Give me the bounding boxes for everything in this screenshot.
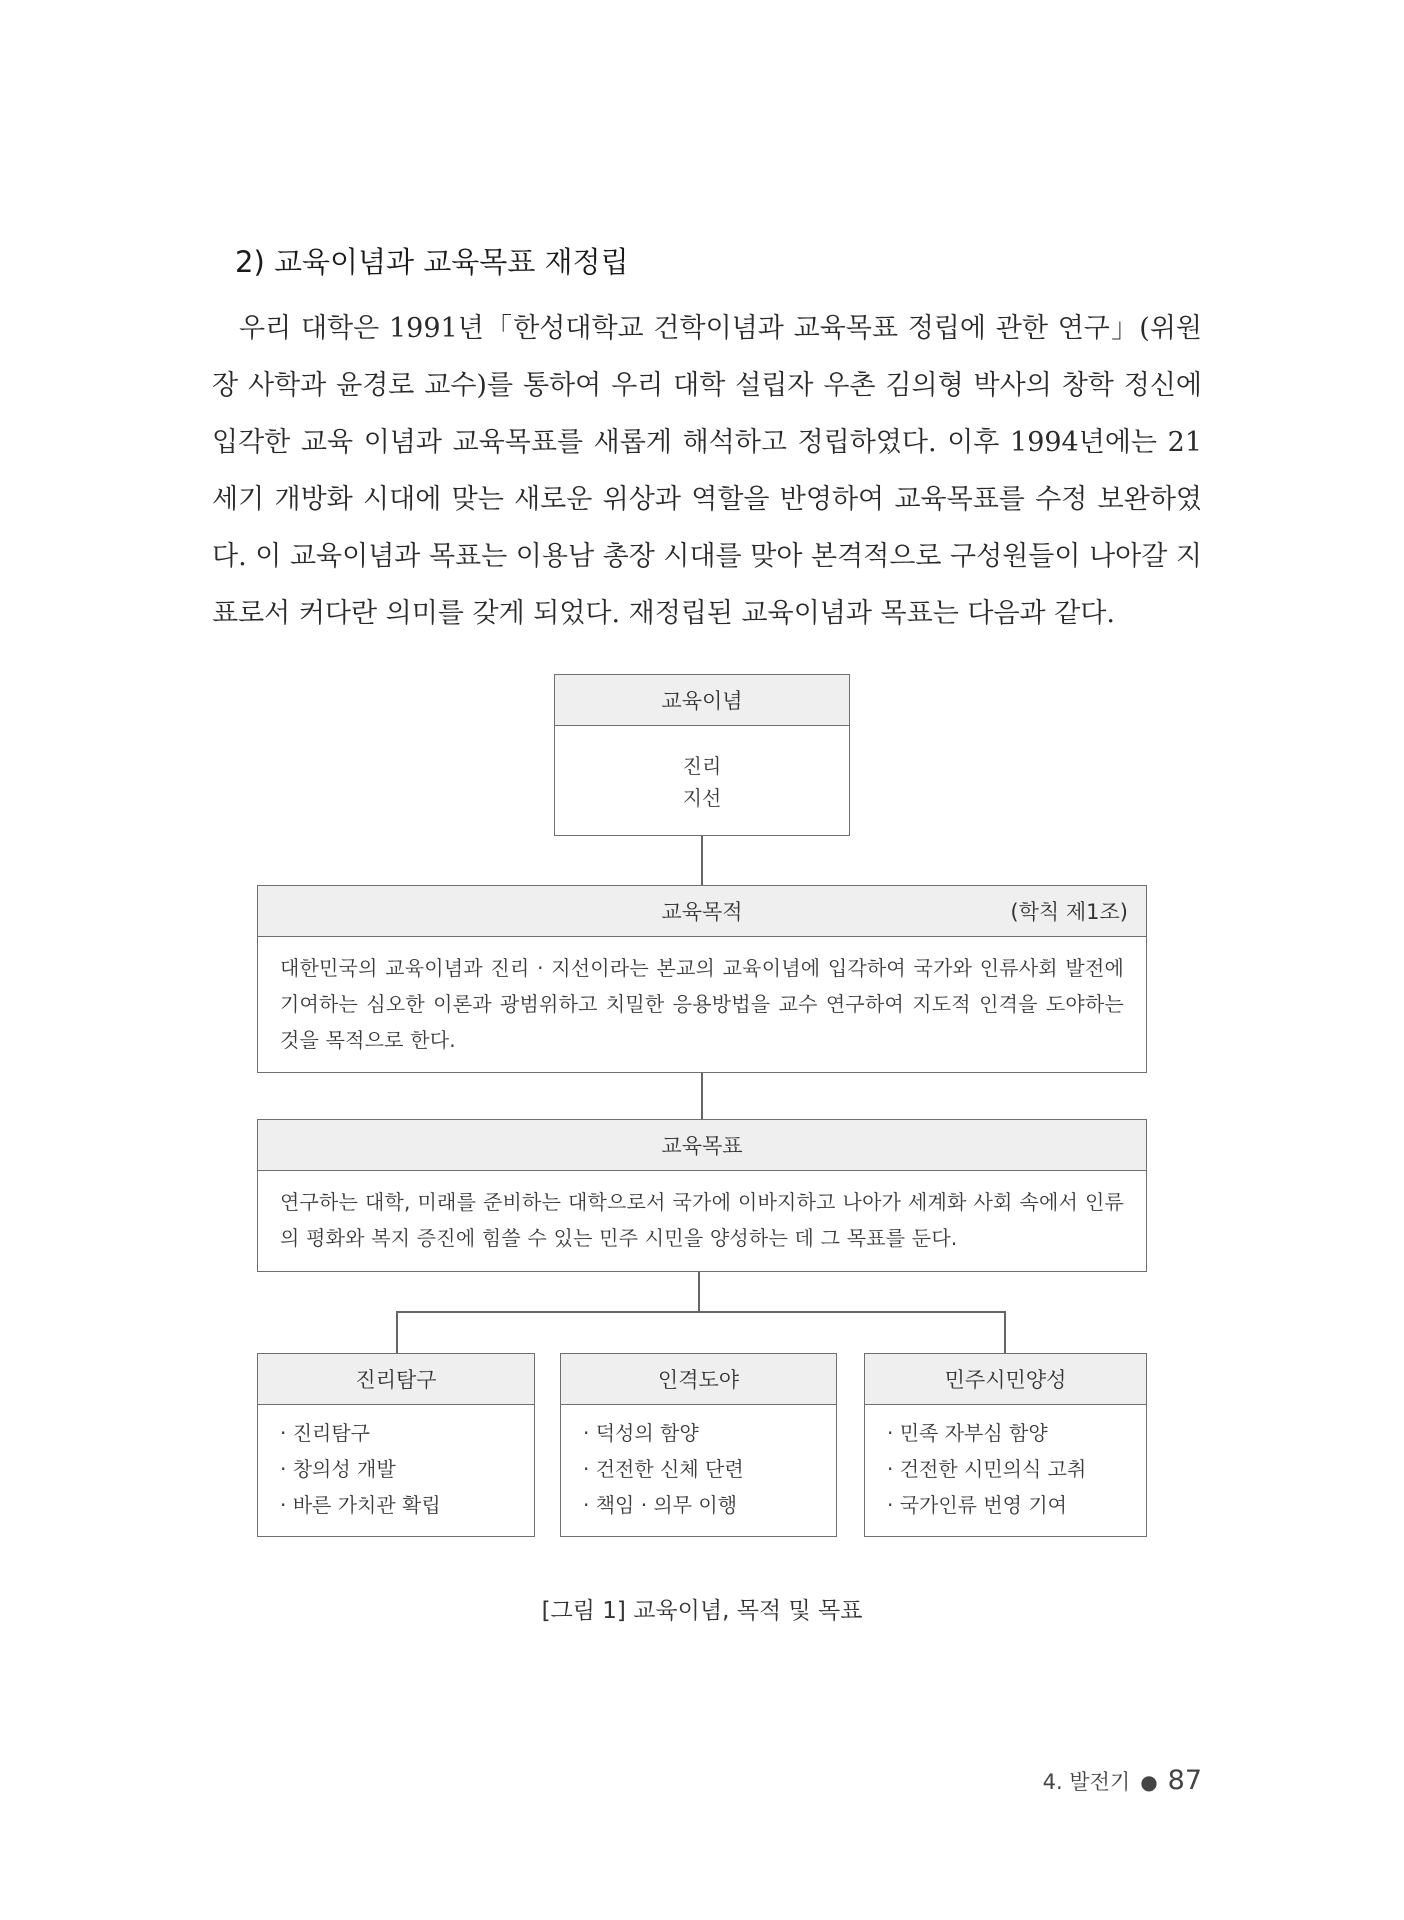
list-item: · 민족 자부심 함양 [887, 1415, 1146, 1451]
chapter-label: 4. 발전기 [1042, 1770, 1131, 1794]
list-item: · 건전한 신체 단련 [583, 1451, 836, 1487]
goal-title: 교육목표 [661, 1134, 743, 1158]
ideology-content [555, 726, 849, 814]
purpose-note: (학칙 제1조) [1010, 900, 1128, 924]
figure-caption: [그림 1] 교육이념, 목적 및 목표 [541, 1598, 863, 1624]
bullet-icon: ● [1140, 1770, 1158, 1794]
section-title: 2) 교육이념과 교육목표 재정립 [235, 245, 629, 279]
branch-items [258, 1405, 534, 1523]
connector-line [701, 1073, 703, 1120]
list-item: · 바른 가치관 확립 [280, 1487, 534, 1523]
branch-title: 민주시민양성 [865, 1354, 1146, 1405]
connector-line [701, 836, 703, 886]
purpose-text: 대한민국의 교육이념과 진리 · 지선이라는 본교의 교육이념에 입각하여 국가와 인류사회 발전에 기여하는 심오한 이론과 광범위하고 치밀한 응용방법을 교수 연구하여 지도적 인격을 도야하는 것을 목적으로 한다. [280, 956, 1124, 1052]
list-item: · 창의성 개발 [280, 1451, 534, 1487]
goal-text: 연구하는 대학, 미래를 준비하는 대학으로서 국가에 이바지하고 나아가 세계화 사회 속에서 인류의 평화와 복지 증진에 힘쓸 수 있는 민주 시민을 양성하는 데 그 목표를 둔다. [280, 1190, 1124, 1250]
branch-title: 진리탐구 [258, 1354, 534, 1405]
ideology-box [554, 674, 850, 836]
branch-title: 인격도야 [561, 1354, 836, 1405]
ideology-line: 진리 [682, 754, 722, 778]
goal-header [258, 1120, 1146, 1171]
branch-items [561, 1405, 836, 1523]
branch-box-character [560, 1353, 837, 1537]
ideology-title: 교육이념 [555, 675, 849, 726]
list-item: · 진리탐구 [280, 1415, 534, 1451]
goal-box [257, 1119, 1147, 1272]
list-item: · 덕성의 함양 [583, 1415, 836, 1451]
purpose-box [257, 885, 1147, 1073]
purpose-title: 교육목적 [661, 900, 743, 924]
purpose-header [258, 886, 1146, 937]
list-item: · 책임 · 의무 이행 [583, 1487, 836, 1523]
body-paragraph: 우리 대학은 1991년「한성대학교 건학이념과 교육목표 정립에 관한 연구」(위원장 사학과 윤경로 교수)를 통하여 우리 대학 설립자 우촌 김의형 박사의 창학 정신에 입각한 교육 이념과 교육목표를 새롭게 해석하고 정립하였다. 이후 1994년에는 21세기 개방화 시대에 맞는 새로운 위상과 역할을 반영하여 교육목표를 수정 보완하였다. 이 교육이념과 목표는 이용남 총장 시대를 맞아 본격적으로 구성원들이 나아갈 지표로서 커다란 의미를 갖게 되었다. 재정립된 교육이념과 목표는 다음과 같다. [212, 313, 1202, 629]
connector-line [396, 1311, 1006, 1313]
list-item: · 건전한 시민의식 고취 [887, 1451, 1146, 1487]
ideology-line: 지선 [682, 786, 722, 810]
page-number: 87 [1167, 1765, 1202, 1796]
connector-line [1004, 1311, 1006, 1353]
branch-box-citizen [864, 1353, 1147, 1537]
page-footer [1043, 1765, 1202, 1796]
branch-box-truth [257, 1353, 535, 1537]
connector-line [698, 1272, 700, 1312]
branch-items [865, 1405, 1146, 1523]
list-item: · 국가인류 번영 기여 [887, 1487, 1146, 1523]
connector-line [396, 1311, 398, 1353]
